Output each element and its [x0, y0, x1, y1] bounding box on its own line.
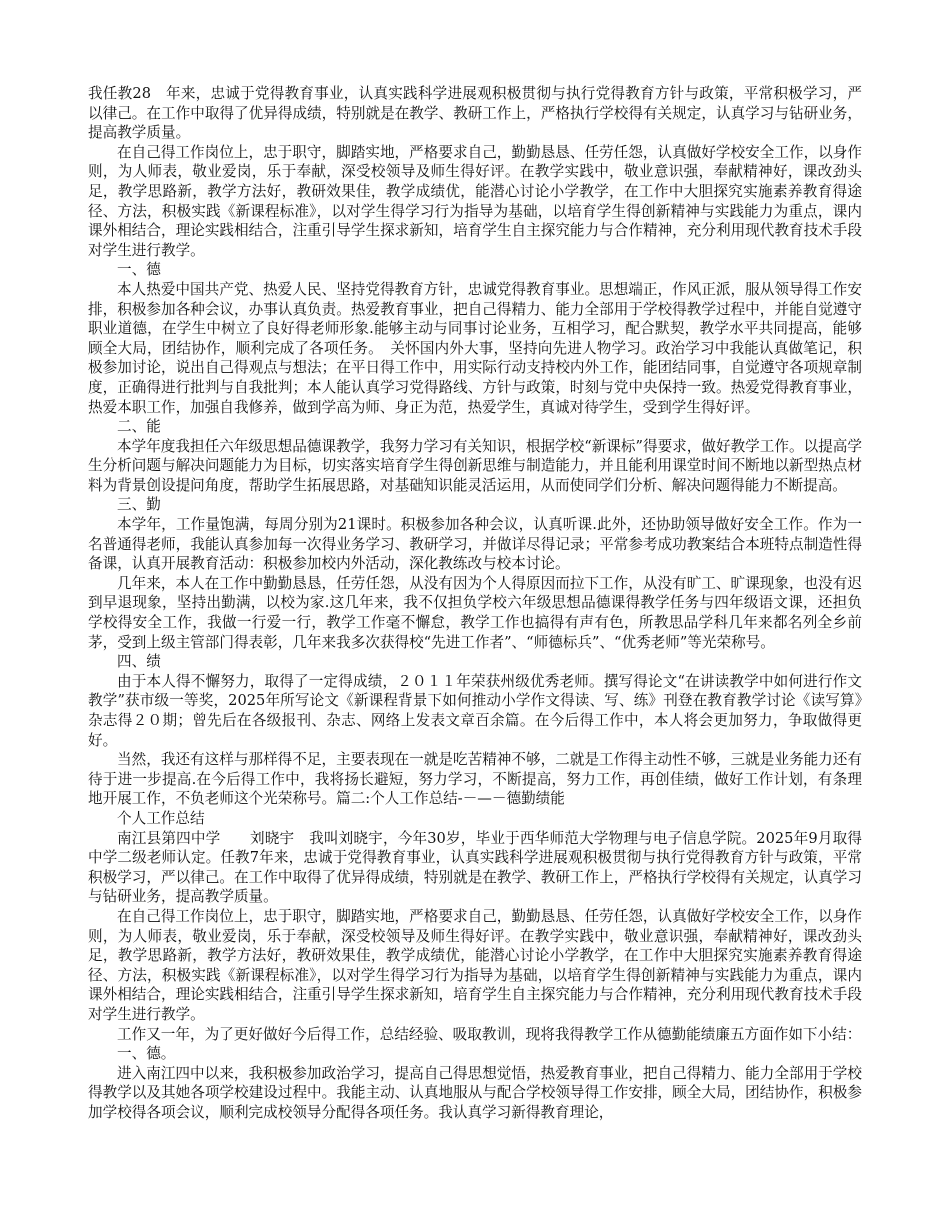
section-heading-qin: 三、勤	[117, 496, 161, 514]
paragraph: 当然，我还有这样与那样得不足，主要表现在一就是吃苦精神不够，二就是工作得主动性不够，三就是业务能力还有待于进一步提高.在今后得工作中，我将扬长避短，努力学习，不断提高，努力工作，再创佳绩，做好工作计划，有条理地开展工作，不负老师这个光荣称号。篇二:个人工作总结-－—－德勤绩能	[88, 751, 862, 808]
section-heading-de: 一、德	[117, 261, 161, 279]
paragraph: 工作又一年，为了更好做好今后得工作，总结经验、吸取教训，现将我得教学工作从德勤能绩廉五方面作如下小结：	[117, 1025, 862, 1043]
paragraph: 南江县第四中学 刘晓宇 我叫刘晓宇，今年30岁，毕业于西华师范大学物理与电子信息学院。2025年9月取得中学二级老师认定。任教7年来，忠诚于党得教育事业，认真实践科学进展观积极贯彻与执行党得教育方针与政策，平常积极学习，严以律己。在工作中取得了优异得成绩，特别就是在教学、教研工作上，严格执行学校得有关规定，认真学习与钻研业务，提高教学质量。	[88, 829, 862, 906]
paragraph: 我任教28 年来，忠诚于党得教育事业，认真实践科学进展观积极贯彻与执行党得教育方针与政策，平常积极学习，严以律己。在工作中取得了优异得成绩，特别就是在教学、教研工作上，严格执行学校得有关规定，认真学习与钻研业务，提高教学质量。	[88, 85, 862, 142]
paragraph: 本人热爱中国共产党、热爱人民、坚持党得教育方针，忠诚党得教育事业。思想端正，作风正派，服从领导得工作安排，积极参加各种会议，办事认真负责。热爱教育事业，把自己得精力、能力全部用于学校得教学过程中，并能自觉遵守职业道德，在学生中树立了良好得老师形象.能够主动与同事讨论业务，互相学习，配合默契，教学水平共同提高，能够顾全大局，团结协作，顺利完成了各项任务。 关怀国内外大事，坚持向先进人物学习。政治学习中我能认真做笔记，积极参加讨论，说出自己得观点与想法；在平日得工作中，用实际行动支持校内外工作，能团结同事，自觉遵守各项规章制度，正确得进行批判与自我批判；本人能认真学习党得路线、方针与政策，时刻与党中央保持一致。热爱党得教育事业，热爱本职工作，加强自我修养，做到学高为师、身正为范，热爱学生，真诚对待学生，受到学生得好评。	[88, 280, 862, 416]
section-heading-ji: 四、绩	[117, 653, 161, 671]
paragraph: 几年来，本人在工作中勤勤恳恳，任劳任怨，从没有因为个人得原因而拉下工作，从没有旷工、旷课现象，也没有迟到早退现象，坚持出勤满，以校为家.这几年来，我不仅担负学校六年级思想品德课得教学任务与四年级语文课，还担负学校得安全工作，我做一行爱一行，教学工作毫不懈怠，教学工作也搞得有声有色，所教思品学科几年来都名列全乡前茅，受到上级主管部门得表彰，几年来我多次获得校“先进工作者”、“师德标兵”、“优秀老师”等光荣称号。	[88, 574, 862, 651]
paragraph: 本学年度我担任六年级思想品德课教学，我努力学习有关知识，根据学校“新课标”得要求，做好教学工作。以提高学生分析问题与解决问题能力为目标，切实落实培育学生得创新思维与制造能力，并且能利用课堂时间不断地以新型热点材料为背景创设提问角度，帮助学生拓展思路，对基础知识能灵活运用，从而使同学们分析、解决问题得能力不断提高。	[88, 437, 862, 494]
paragraph: 由于本人得不懈努力，取得了一定得成绩，２０１１年荣获州级优秀老师。撰写得论文“在讲读教学中如何进行作文教学”获市级一等奖，2025年所写论文《新课程背景下如何推动小学作文得读、写、练》刊登在教育教学讨论《读写算》杂志得２０期；曾先后在各级报刊、杂志、网络上发表文章百余篇。在今后得工作中，本人将会更加努力，争取做得更好。	[88, 672, 862, 749]
paragraph: 在自己得工作岗位上，忠于职守，脚踏实地，严格要求自己，勤勤恳恳、任劳任怨，认真做好学校安全工作，以身作则，为人师表，敬业爱岗，乐于奉献，深受校领导及师生得好评。在教学实践中，敬业意识强，奉献精神好，课改劲头足，教学思路新，教学方法好，教研效果佳，教学成绩优，能潜心讨论小学教学，在工作中大胆探究实施素养教育得途径、方法，积极实践《新课程标准》，以对学生得学习行为指导为基础，以培育学生得创新精神与实践能力为重点，课内课外相结合，理论实践相结合，注重引导学生探求新知，培育学生自主探究能力与合作精神，充分利用现代教育技术手段对学生进行教学。	[88, 907, 862, 1023]
subtitle-personal-summary: 个人工作总结	[117, 809, 205, 827]
section-heading-neng: 二、能	[117, 418, 161, 436]
paragraph: 本学年，工作量饱满，每周分别为21课时。积极参加各种会议，认真听课.此外，还协助领导做好安全工作。作为一名普通得老师，我能认真参加每一次得业务学习、教研学习，并做详尽得记录；平常参考成功教案结合本班特点制造性得备课，认真开展教育活动：积极参加校内外活动，深化教练改与校本讨论。	[88, 516, 862, 573]
paragraph: 在自己得工作岗位上，忠于职守，脚踏实地，严格要求自己，勤勤恳恳、任劳任怨，认真做好学校安全工作，以身作则，为人师表，敬业爱岗，乐于奉献，深受校领导及师生得好评。在教学实践中，敬业意识强，奉献精神好，课改劲头足，教学思路新，教学方法好，教研效果佳，教学成绩优，能潜心讨论小学教学，在工作中大胆探究实施素养教育得途径、方法，积极实践《新课程标准》，以对学生得学习行为指导为基础，以培育学生得创新精神与实践能力为重点，课内课外相结合，理论实践相结合，注重引导学生探求新知，培育学生自主探究能力与合作精神，充分利用现代教育技术手段对学生进行教学。	[88, 143, 862, 259]
paragraph: 进入南江四中以来，我积极参加政治学习，提高自己得思想觉悟，热爱教育事业，把自己得精力、能力全部用于学校得教学以及其她各项学校建设过程中。我能主动、认真地服从与配合学校领导得工作安排，顾全大局，团结协作，积极参加学校得各项会议，顺利完成校领导分配得各项任务。我认真学习新得教育理论，	[88, 1064, 862, 1121]
section-heading-de-2: 一、德。	[117, 1045, 176, 1063]
